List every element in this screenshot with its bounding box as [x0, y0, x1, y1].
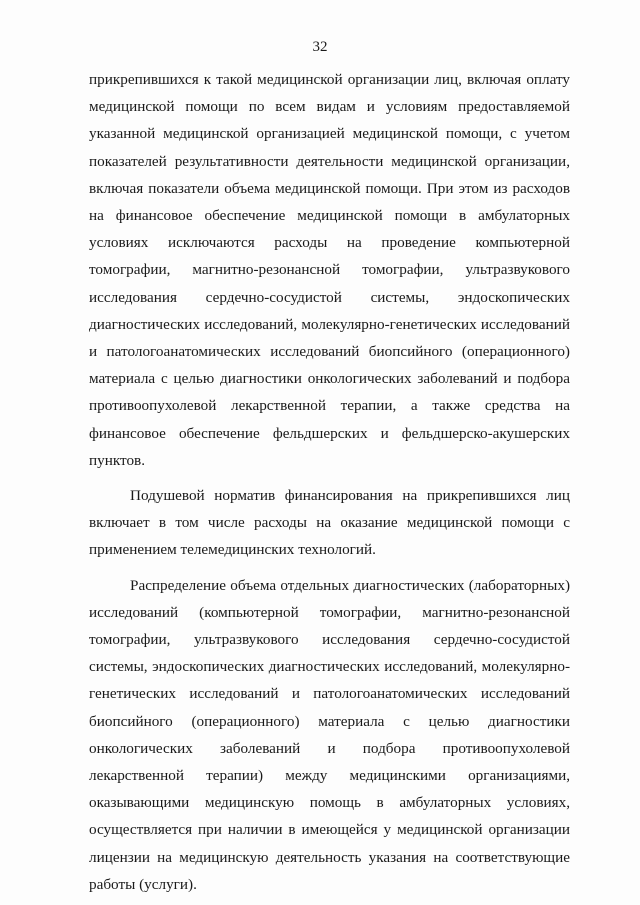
body-text — [89, 66, 570, 898]
paragraph-continuation: прикрепившихся к такой медицинской организации лиц, включая оплату медицинской помощи по всем видам и условиям предоставляемой указанной медицинской организацией медицинской помощи, с учетом показателей результативности деятельности медицинской организации, включая показатели объема медицинской помощи. При этом из расходов на финансовое обеспечение медицинской помощи в амбулаторных условиях исключаются расходы на проведение компьютерной томографии, магнитно-резонансной томографии, ультразвукового исследования сердечно-сосудистой системы, эндоскопических диагностических исследований, молекулярно-генетических исследований и патологоанатомических исследований биопсийного (операционного) материала с целью диагностики онкологических заболеваний и подбора противоопухолевой лекарственной терапии, а также средства на финансовое обеспечение фельдшерских и фельдшерско-акушерских пунктов. — [89, 71, 570, 469]
paragraph-diagnostic-distribution: Распределение объема отдельных диагностических (лабораторных) исследований (компьютерной томографии, магнитно-резонансной томографии, ультразвукового исследования сердечно-сосудистой системы, эндоскопических диагностических исследований, молекулярно-генетических исследований и патологоанатомических исследований биопсийного (операционного) материала с целью диагностики онкологических заболеваний и подбора противоопухолевой лекарственной терапии) между медицинскими организациями, оказывающими медицинскую помощь в амбулаторных условиях, осуществляется при наличии в имеющейся у медицинской организации лицензии на медицинскую деятельность указания на соответствующие работы (услуги). — [89, 576, 570, 893]
paragraph-per-capita-norm: Подушевой норматив финансирования на прикрепившихся лиц включает в том числе расходы на оказание медицинской помощи с применением телемедицинских технологий. — [89, 487, 570, 559]
page-number: 32 — [312, 39, 328, 55]
